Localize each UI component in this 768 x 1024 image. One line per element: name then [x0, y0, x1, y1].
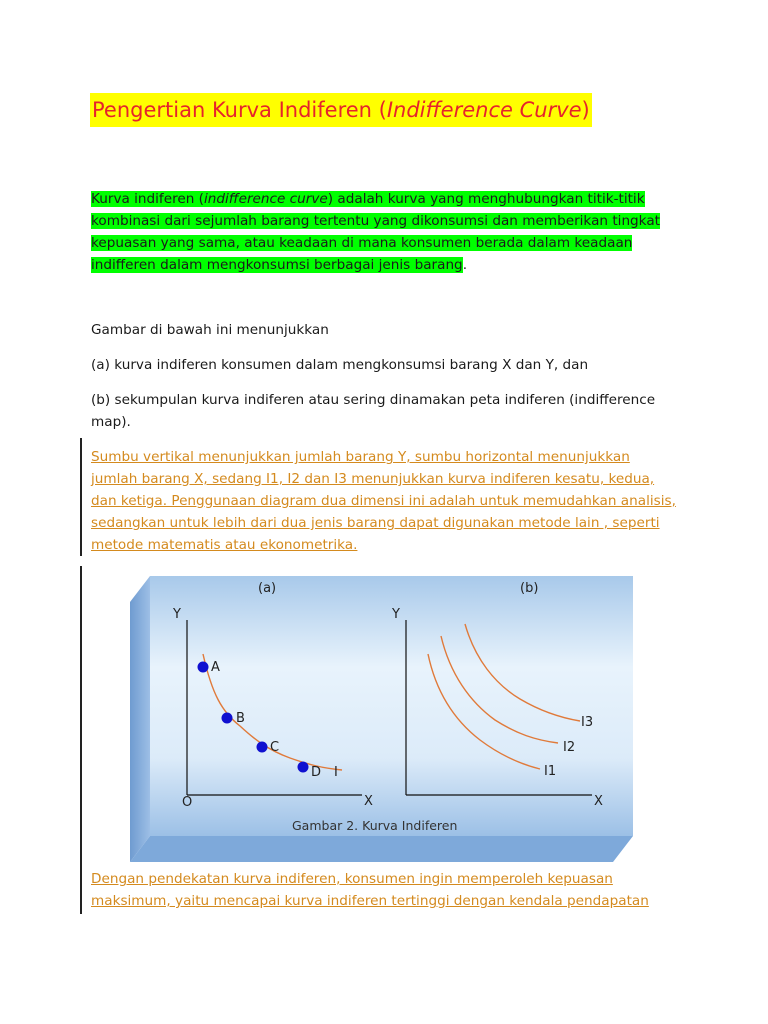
curve-i3-label: I3 — [581, 715, 594, 730]
curve-a-label: I — [334, 765, 338, 780]
point-b — [222, 713, 233, 724]
board-bottom — [130, 836, 633, 862]
panel-b-x-label: X — [594, 794, 603, 809]
point-c-label: C — [270, 740, 280, 755]
panel-a-y-label: Y — [173, 607, 181, 622]
panel-a-x-label: X — [364, 794, 373, 809]
point-d — [298, 762, 309, 773]
panel-b-y-label: Y — [392, 607, 400, 622]
curve-i2-label: I2 — [563, 740, 576, 755]
orange-paragraph-conclusion: Dengan pendekatan kurva indiferen, konsumen ingin memperoleh kepuasan maksimum, yaitu mencapai kurva indiferen tertinggi dengan kendala pendapatan — [91, 871, 649, 909]
paragraph-panel-b: (b) sekumpulan kurva indiferen atau sering dinamakan peta indiferen (indifference map). — [91, 392, 656, 430]
point-c — [257, 742, 268, 753]
paragraph-figure-intro: Gambar di bawah ini menunjukkan — [91, 322, 329, 338]
figure-svg — [130, 574, 638, 870]
change-bar — [80, 438, 82, 556]
intro-paragraph: Kurva indiferen (indifference curve) adalah kurva yang menghubungkan titik-titik kombinasi dari sejumlah barang tertentu yang dikonsumsi dan memberikan tingkat kepuasan yang sama, atau keadaan di mana konsumen berada dalam keadaan indifferen dalam mengkonsumsi berbagai jenis barang. — [91, 191, 660, 273]
indifference-curve-figure — [130, 574, 638, 870]
orange-paragraph-axes: Sumbu vertikal menunjukkan jumlah barang Y, sumbu horizontal menunjukkan jumlah barang X, sedang I1, I2 dan I3 menunjukkan kurva indiferen kesatu, kedua, dan ketiga. Penggunaan diagram dua dimensi ini adalah untuk memudahkan analisis, sedangkan untuk lebih dari dua jenis barang dapat digunakan metode lain , seperti metode matematis atau ekonometrika. — [91, 449, 676, 553]
panel-a-origin-label: O — [182, 795, 193, 810]
change-bar — [80, 566, 82, 872]
curve-i1-label: I1 — [544, 764, 557, 779]
board-side — [130, 576, 150, 862]
point-b-label: B — [236, 711, 245, 726]
page-title: Pengertian Kurva Indiferen (Indifference Curve) — [90, 93, 592, 127]
point-a — [198, 662, 209, 673]
point-d-label: D — [311, 765, 322, 780]
change-bar — [80, 866, 82, 914]
point-a-label: A — [211, 660, 220, 675]
figure-caption: Gambar 2. Kurva Indiferen — [292, 818, 458, 833]
paragraph-panel-a: (a) kurva indiferen konsumen dalam mengkonsumsi barang X dan Y, dan — [91, 357, 589, 373]
panel-a-label: (a) — [258, 581, 277, 596]
panel-b-label: (b) — [520, 581, 539, 596]
